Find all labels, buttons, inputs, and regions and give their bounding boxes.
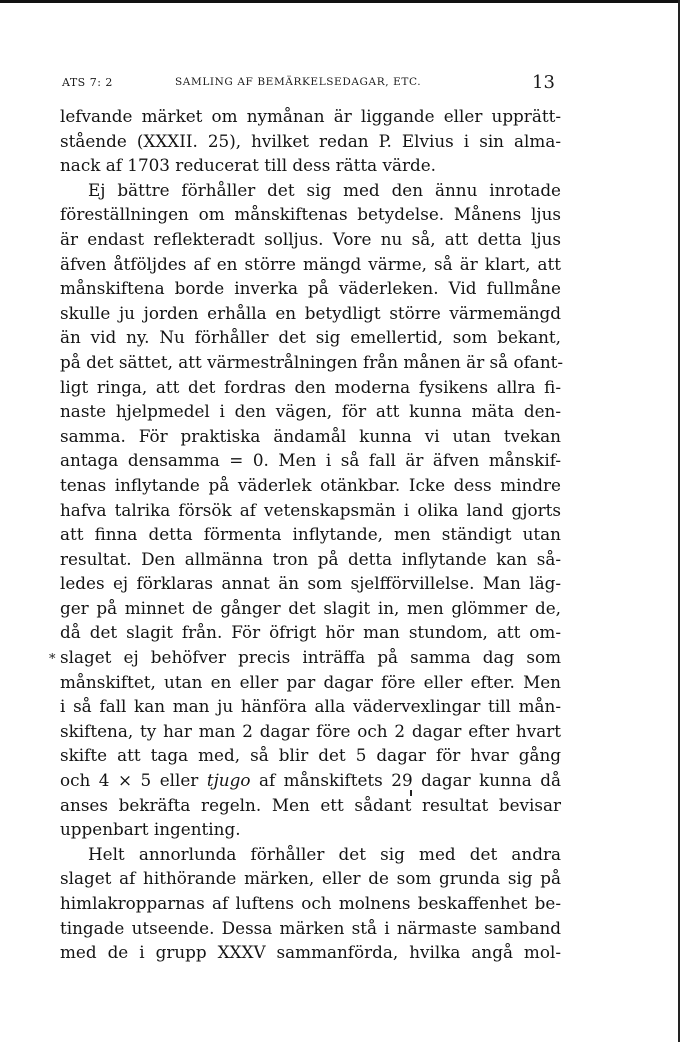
text-line: samma. För praktiska ändamål kunna vi utan tvekan: [60, 425, 561, 446]
text-line: föreställningen om månskiftenas betydelse. Månens ljus: [60, 204, 561, 225]
text-line: skiftena, ty har man 2 dagar före och 2 dagar efter hvart: [60, 720, 561, 741]
paragraph-start-line: Helt annorlunda förhåller det sig med det andra: [88, 843, 561, 864]
running-header: [0, 72, 680, 92]
text-line: ledes ej förklaras annat än som sjelfförvillelse. Man läg-: [60, 573, 561, 594]
text-line: på det sättet, att värmestrålningen från månen är så ofant-: [60, 351, 564, 372]
margin-asterisk: *: [49, 652, 56, 667]
text-line: himlakropparnas af luftens och molnens beskaffenhet be-: [60, 893, 561, 913]
text-line: månskiftena borde inverka på väderleken. Vid fullmåne: [60, 278, 561, 299]
header-signature: ATS 7: 2: [62, 76, 113, 89]
scan-top-border: [0, 0, 680, 3]
text-line: är endast reflekteradt solljus. Vore nu så, att detta ljus: [60, 228, 561, 249]
text-line: ligt ringa, att det fordras den moderna fysikens allra fi-: [60, 376, 561, 397]
body-text: [60, 104, 564, 965]
text-line: naste hjelpmedel i den vägen, för att kunna mäta den-: [60, 401, 561, 422]
text-line: skulle ju jorden erhålla en betydligt större värmemängd: [60, 302, 561, 323]
page-number: 13: [532, 72, 555, 93]
text-line: anses bekräfta regeln. Men ett sådant resultat bevisar: [60, 794, 561, 815]
text-segment: och 4 × 5 eller: [60, 770, 199, 791]
italic-word: tjugo: [206, 770, 251, 791]
text-line: att finna detta förmenta inflytande, men ständigt utan: [60, 524, 561, 545]
paragraph-start-line: Ej bättre förhåller det sig med den ännu inrotade: [88, 179, 561, 200]
text-line: resultat. Den allmänna tron på detta inflytande kan så-: [60, 548, 561, 569]
text-line: i så fall kan man ju hänföra alla vädervexlingar till mån-: [60, 696, 561, 717]
text-line: äfven åtföljdes af en större mängd värme, så är klart, att: [60, 253, 561, 274]
text-line: tenas inflytande på väderlek otänkbar. Icke dess mindre: [60, 474, 561, 495]
text-line: antaga densamma = 0. Men i så fall är äfven månskif-: [60, 450, 561, 471]
text-segment: af månskiftets 29 dagar kunna då: [258, 770, 561, 791]
text-line-with-italic: [60, 768, 561, 793]
text-line: skifte att taga med, så blir det 5 dagar för hvar gång: [60, 745, 561, 766]
text-line: med de i grupp XXXV sammanförda, hvilka angå mol-: [60, 942, 561, 963]
text-line: uppenbart ingenting.: [60, 819, 241, 840]
text-line: slaget ej behöfver precis inträffa på samma dag som: [60, 647, 561, 668]
text-line: ger på minnet de gånger det slagit in, men glömmer de,: [60, 597, 561, 618]
text-line: lefvande märket om nymånan är liggande eller upprätt-: [60, 106, 561, 126]
text-line: slaget af hithörande märken, eller de som grunda sig på: [60, 868, 561, 889]
text-line: nack af 1703 reducerat till dess rätta värde.: [60, 155, 437, 176]
text-line: än vid ny. Nu förhåller det sig emellertid, som bekant,: [60, 327, 561, 348]
text-line: tingade utseende. Dessa märken stå i närmaste samband: [60, 917, 561, 938]
text-line: då det slagit från. För öfrigt hör man stundom, att om-: [60, 622, 561, 643]
header-running-title: SAMLING AF BEMÄRKELSEDAGAR, ETC.: [175, 76, 422, 88]
text-line: hafva talrika försök af vetenskapsmän i olika land gjorts: [60, 499, 561, 520]
text-line: månskiftet, utan en eller par dagar före eller efter. Men: [60, 671, 561, 692]
text-line: stående (XXXII. 25), hvilket redan P. Elvius i sin alma-: [60, 130, 561, 151]
